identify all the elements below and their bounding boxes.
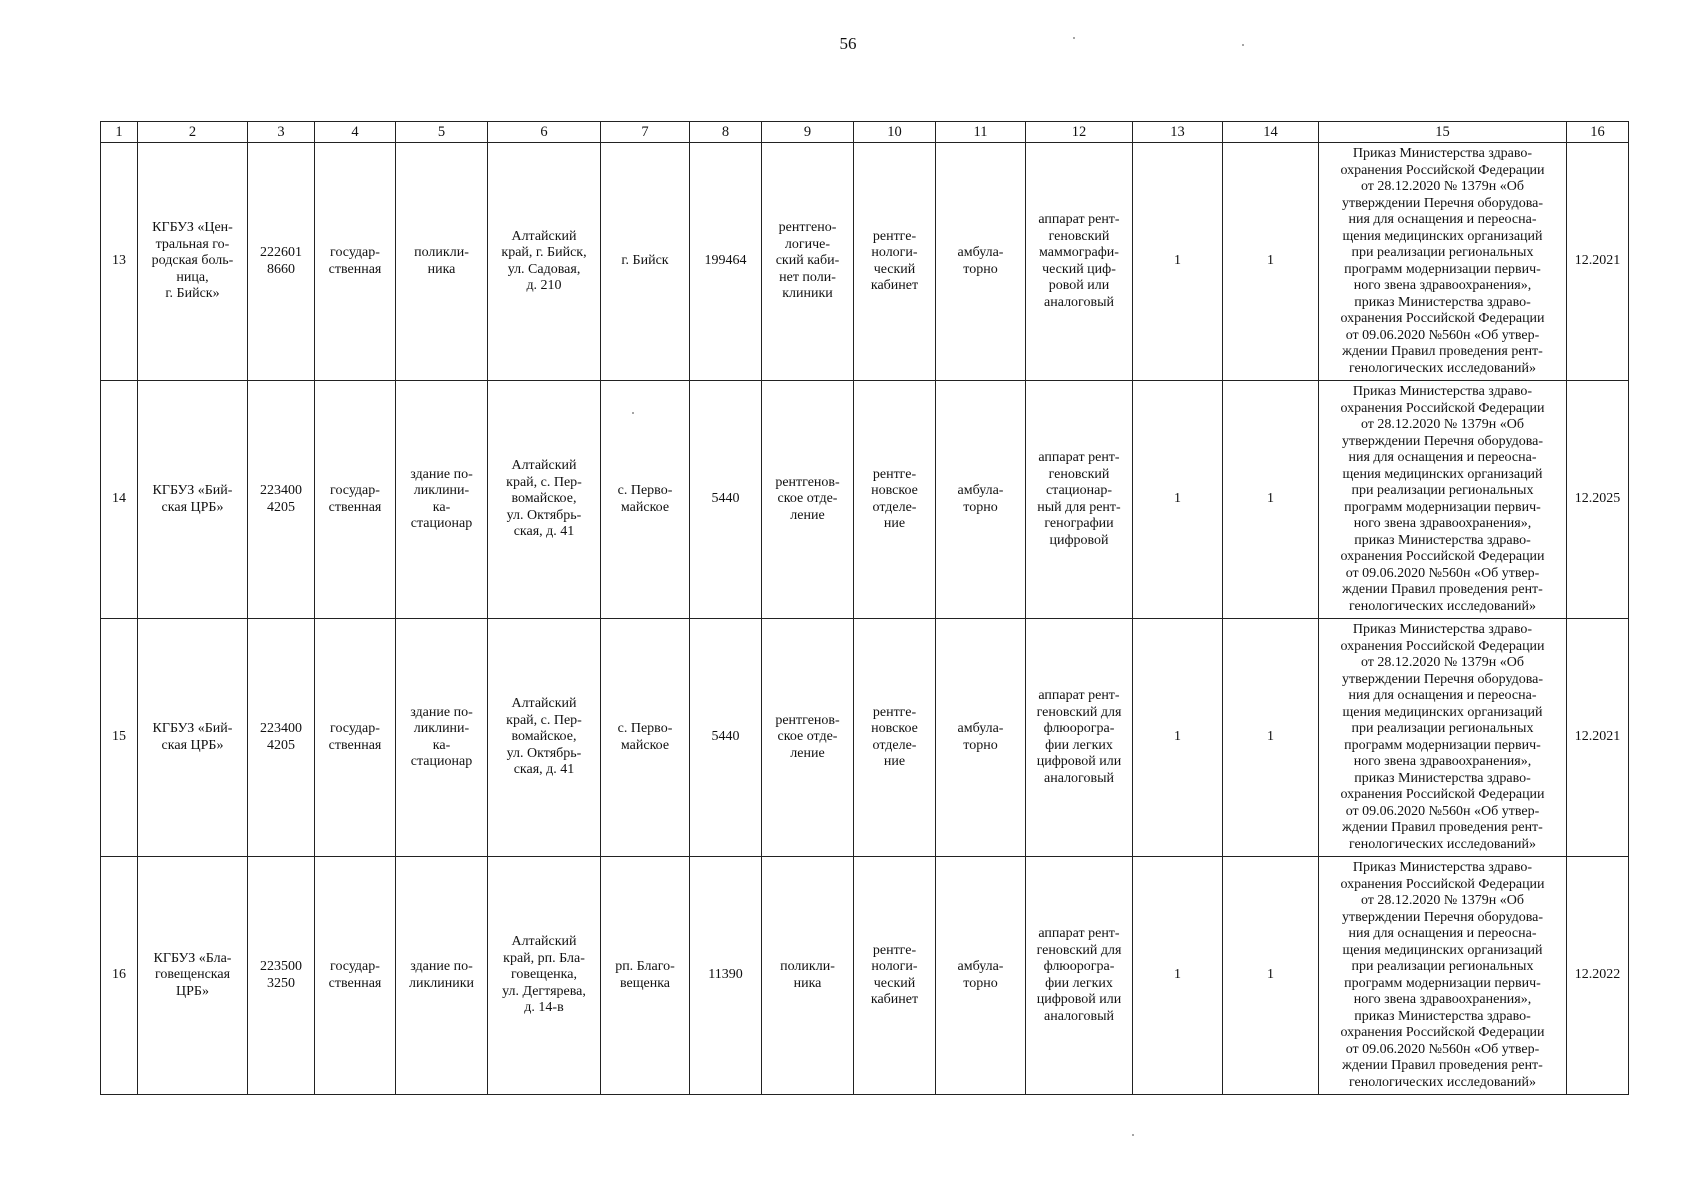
table-cell: 12.2021	[1567, 619, 1629, 857]
table-cell: рентге- нологи- ческий кабинет	[854, 857, 936, 1095]
table-row	[101, 381, 1629, 619]
table-cell: Приказ Министерства здраво- охранения Российской Федерации от 28.12.2020 № 1379н «Об утверждении Перечня оборудова- ния для оснащения и переосна- щения медицинских организаций при реализации региональных программ модернизации первич- ного звена здравоохранения», приказ Министерства здраво- охранения Российской Федерации от 09.06.2020 №560н «Об утвер- ждении Правил проведения рент- генологических исследований»	[1319, 381, 1567, 619]
table-cell: государ- ственная	[315, 619, 396, 857]
table-cell: 1	[1133, 619, 1223, 857]
column-header: 11	[936, 122, 1026, 143]
column-header: 8	[690, 122, 762, 143]
table-cell: рентгенов- ское отде- ление	[762, 619, 854, 857]
scan-speck	[1073, 37, 1075, 39]
table-row	[101, 143, 1629, 381]
table-cell: 1	[1133, 857, 1223, 1095]
table-cell: с. Перво- майское	[601, 619, 690, 857]
column-header: 9	[762, 122, 854, 143]
column-header: 10	[854, 122, 936, 143]
table-cell: г. Бийск	[601, 143, 690, 381]
table-cell: Алтайский край, г. Бийск, ул. Садовая, д. 210	[488, 143, 601, 381]
table-cell: поликли- ника	[762, 857, 854, 1095]
column-header: 4	[315, 122, 396, 143]
table-cell: 12.2022	[1567, 857, 1629, 1095]
table-row	[101, 857, 1629, 1095]
table-cell: 13	[101, 143, 138, 381]
table-cell: государ- ственная	[315, 857, 396, 1095]
table-cell: амбула- торно	[936, 143, 1026, 381]
table-cell: 16	[101, 857, 138, 1095]
table-cell: здание по- ликлини- ка- стационар	[396, 381, 488, 619]
table-cell: амбула- торно	[936, 857, 1026, 1095]
table-cell: КГБУЗ «Цен- тральная го- родская боль- ница, г. Бийск»	[138, 143, 248, 381]
table-cell: рентге- нологи- ческий кабинет	[854, 143, 936, 381]
table-cell: 223400 4205	[248, 619, 315, 857]
column-header: 14	[1223, 122, 1319, 143]
column-header: 1	[101, 122, 138, 143]
table-cell: государ- ственная	[315, 143, 396, 381]
table-cell: 199464	[690, 143, 762, 381]
column-header: 16	[1567, 122, 1629, 143]
table-cell: аппарат рент- геновский для флюорогра- фии легких цифровой или аналоговый	[1026, 619, 1133, 857]
table-cell: Приказ Министерства здраво- охранения Российской Федерации от 28.12.2020 № 1379н «Об утверждении Перечня оборудова- ния для оснащения и переосна- щения медицинских организаций при реализации региональных программ модернизации первич- ного звена здравоохранения», приказ Министерства здраво- охранения Российской Федерации от 09.06.2020 №560н «Об утвер- ждении Правил проведения рент- генологических исследований»	[1319, 857, 1567, 1095]
table-cell: КГБУЗ «Бий- ская ЦРБ»	[138, 381, 248, 619]
table-cell: Алтайский край, с. Пер- вомайское, ул. Октябрь- ская, д. 41	[488, 619, 601, 857]
table-body	[101, 143, 1629, 1095]
table-cell: 12.2021	[1567, 143, 1629, 381]
scan-speck	[1242, 44, 1244, 46]
table-cell: Алтайский край, с. Пер- вомайское, ул. Октябрь- ская, д. 41	[488, 381, 601, 619]
column-header: 5	[396, 122, 488, 143]
table-cell: КГБУЗ «Бий- ская ЦРБ»	[138, 619, 248, 857]
table-cell: здание по- ликлиники	[396, 857, 488, 1095]
column-header: 6	[488, 122, 601, 143]
table-cell: рентгенов- ское отде- ление	[762, 381, 854, 619]
column-header: 15	[1319, 122, 1567, 143]
table-cell: поликли- ника	[396, 143, 488, 381]
scan-speck	[1132, 1134, 1134, 1136]
column-header: 7	[601, 122, 690, 143]
table-cell: 1	[1133, 143, 1223, 381]
table-cell: 223500 3250	[248, 857, 315, 1095]
table-cell: аппарат рент- геновский маммографи- ческий циф- ровой или аналоговый	[1026, 143, 1133, 381]
table-cell: Приказ Министерства здраво- охранения Российской Федерации от 28.12.2020 № 1379н «Об утверждении Перечня оборудова- ния для оснащения и переосна- щения медицинских организаций при реализации региональных программ модернизации первич- ного звена здравоохранения», приказ Министерства здраво- охранения Российской Федерации от 09.06.2020 №560н «Об утвер- ждении Правил проведения рент- генологических исследований»	[1319, 143, 1567, 381]
registry-table	[100, 121, 1629, 1095]
table-cell: 1	[1223, 143, 1319, 381]
table-cell: 14	[101, 381, 138, 619]
table-cell: с. Перво- майское	[601, 381, 690, 619]
table-row	[101, 619, 1629, 857]
column-header: 13	[1133, 122, 1223, 143]
table-cell: здание по- ликлини- ка- стационар	[396, 619, 488, 857]
table-cell: аппарат рент- геновский стационар- ный для рент- генографии цифровой	[1026, 381, 1133, 619]
table-cell: 1	[1223, 381, 1319, 619]
table-cell: 1	[1223, 857, 1319, 1095]
table-cell: 12.2025	[1567, 381, 1629, 619]
table-cell: 5440	[690, 619, 762, 857]
table-cell: амбула- торно	[936, 381, 1026, 619]
table-cell: 11390	[690, 857, 762, 1095]
scan-speck	[632, 412, 634, 414]
table-cell: рентгено- логиче- ский каби- нет поли- клиники	[762, 143, 854, 381]
table-cell: рп. Благо- вещенка	[601, 857, 690, 1095]
table-cell: Алтайский край, рп. Бла- говещенка, ул. Дегтярева, д. 14-в	[488, 857, 601, 1095]
table-cell: государ- ственная	[315, 381, 396, 619]
table-cell: рентге- новское отделе- ние	[854, 381, 936, 619]
table-cell: 222601 8660	[248, 143, 315, 381]
table-cell: 15	[101, 619, 138, 857]
header-row	[101, 122, 1629, 143]
column-header: 3	[248, 122, 315, 143]
table-cell: КГБУЗ «Бла- говещенская ЦРБ»	[138, 857, 248, 1095]
table-cell: 223400 4205	[248, 381, 315, 619]
column-header: 12	[1026, 122, 1133, 143]
table-cell: 1	[1133, 381, 1223, 619]
column-header: 2	[138, 122, 248, 143]
table-cell: амбула- торно	[936, 619, 1026, 857]
table-cell: рентге- новское отделе- ние	[854, 619, 936, 857]
page-number: 56	[839, 34, 857, 53]
table-cell: 1	[1223, 619, 1319, 857]
table-cell: аппарат рент- геновский для флюорогра- фии легких цифровой или аналоговый	[1026, 857, 1133, 1095]
table-cell: Приказ Министерства здраво- охранения Российской Федерации от 28.12.2020 № 1379н «Об утверждении Перечня оборудова- ния для оснащения и переосна- щения медицинских организаций при реализации региональных программ модернизации первич- ного звена здравоохранения», приказ Министерства здраво- охранения Российской Федерации от 09.06.2020 №560н «Об утвер- ждении Правил проведения рент- генологических исследований»	[1319, 619, 1567, 857]
table-cell: 5440	[690, 381, 762, 619]
